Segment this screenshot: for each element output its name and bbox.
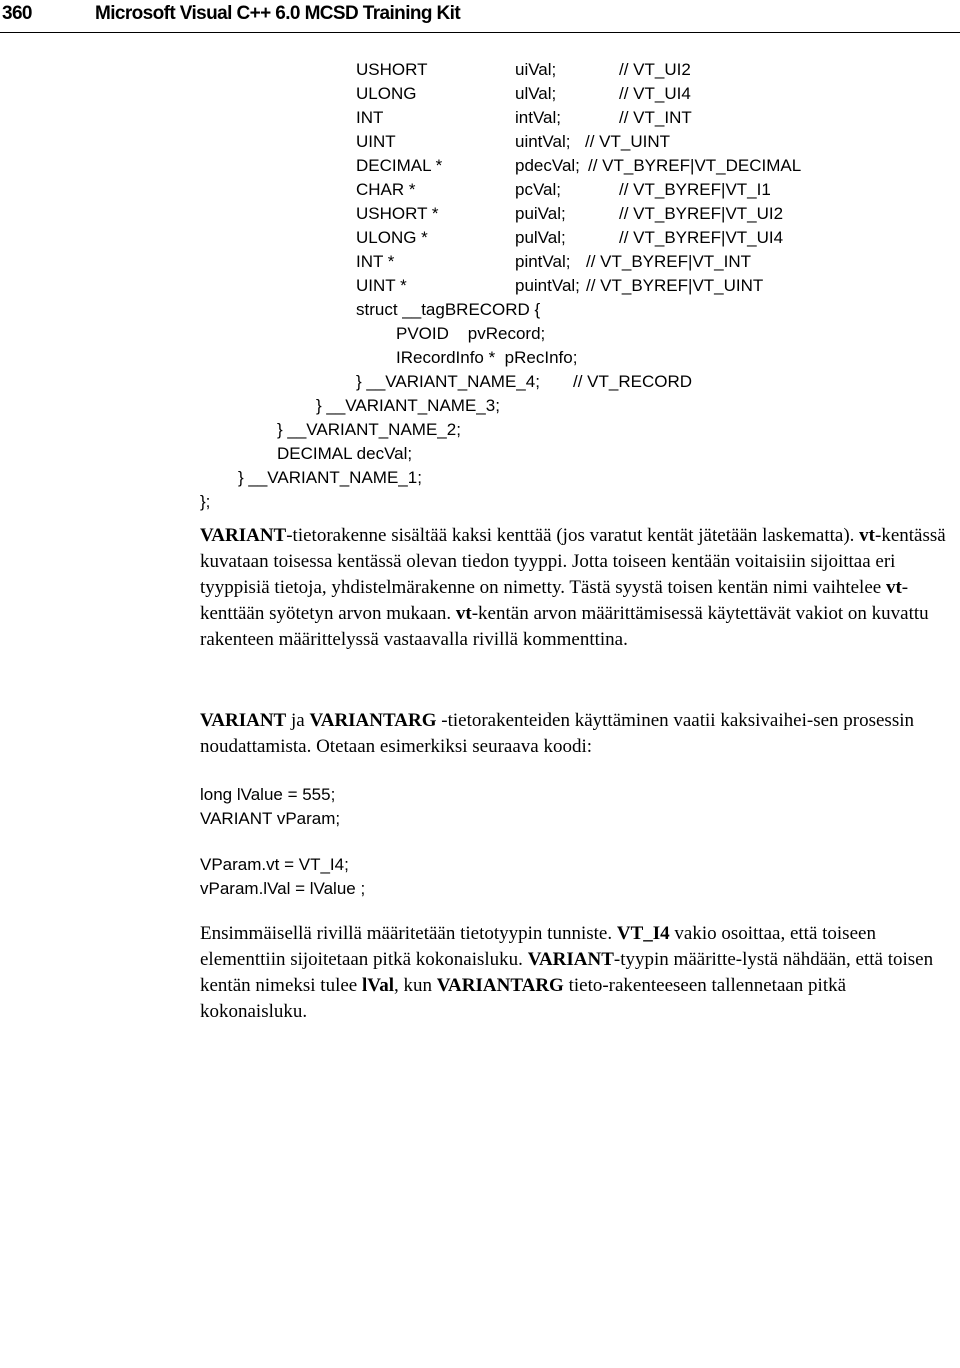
- text-run: -tietorakenteiden käyttäminen vaatii kaksivaihei-sen prosessin noudattamista. Otetaan esimerkiksi seuraava koodi:: [200, 710, 914, 757]
- code-type: USHORT *: [356, 204, 439, 223]
- code-comment: // VT_BYREF|VT_UI2: [619, 204, 784, 223]
- term-variant: VARIANT: [200, 710, 287, 731]
- code-comment: // VT_BYREF|VT_UI4: [619, 228, 784, 247]
- header-rule: [0, 32, 960, 33]
- code-comment: // VT_UINT: [585, 132, 671, 151]
- code-type: ULONG: [356, 84, 417, 103]
- code-variant-name-4: } __VARIANT_NAME_4; // VT_RECORD: [356, 372, 693, 391]
- code-member: uintVal;: [515, 132, 571, 151]
- code-variant-name-2: } __VARIANT_NAME_2;: [277, 420, 461, 439]
- code-member: intVal;: [515, 108, 561, 127]
- code-pvoid-line: PVOID pvRecord;: [396, 324, 546, 343]
- paragraph-variant-fields: [200, 523, 952, 653]
- text-run: ja: [286, 710, 310, 731]
- text-run: vakio osoittaa, että toiseen elementtiin sijoitetaan pitkä kokonaisluku.: [200, 923, 876, 970]
- code-struct-close: };: [200, 492, 211, 511]
- code-comment: // VT_BYREF|VT_UINT: [586, 276, 764, 295]
- page-header: [0, 0, 960, 30]
- code-variant-name-3: } __VARIANT_NAME_3;: [316, 396, 500, 415]
- page-number: 360: [2, 3, 32, 24]
- code-type: DECIMAL *: [356, 156, 443, 175]
- term-variant: VARIANT: [527, 949, 614, 970]
- code-comment: // VT_INT: [619, 108, 692, 127]
- code-member: pulVal;: [515, 228, 566, 247]
- term-variantarg: VARIANTARG: [309, 710, 437, 731]
- text-run: -tietorakenne sisältää kaksi kenttää (jos varatut kentät jätetään laskematta).: [286, 525, 860, 546]
- code-member: pdecVal;: [515, 156, 580, 175]
- text-run: -tyypin määritte-lystä nähdään, että toisen kentän nimeksi tulee: [200, 949, 934, 996]
- paragraph-two-phase: [200, 708, 952, 760]
- code-comment: // VT_BYREF|VT_DECIMAL: [588, 156, 802, 175]
- code-comment: // VT_BYREF|VT_INT: [586, 252, 752, 271]
- code-comment: // VT_UI4: [619, 84, 691, 103]
- code-type: UINT *: [356, 276, 407, 295]
- term-variantarg: VARIANTARG: [436, 975, 564, 996]
- example-code-line: long lValue = 555;: [200, 785, 336, 804]
- term-vt: vt: [455, 603, 472, 624]
- code-member: uiVal;: [515, 60, 557, 79]
- text-run: tieto-rakenteeseen tallennetaan pitkä kokonaisluku.: [200, 975, 847, 1022]
- code-member: puintVal;: [515, 276, 580, 295]
- code-member: ulVal;: [515, 84, 557, 103]
- code-decimal-line: DECIMAL decVal;: [277, 444, 413, 463]
- code-member: pcVal;: [515, 180, 561, 199]
- code-variant-name-1: } __VARIANT_NAME_1;: [238, 468, 422, 487]
- example-code-line: vParam.lVal = lValue ;: [200, 879, 366, 898]
- code-member: puiVal;: [515, 204, 566, 223]
- code-type: INT *: [356, 252, 395, 271]
- code-type: UINT: [356, 132, 396, 151]
- text-run: Ensimmäisellä rivillä määritetään tietotyypin tunniste.: [200, 923, 617, 944]
- code-type: CHAR *: [356, 180, 416, 199]
- term-lval: lVal: [361, 975, 395, 996]
- code-member: pintVal;: [515, 252, 571, 271]
- term-vt: vt: [885, 577, 902, 598]
- term-vt: vt: [859, 525, 875, 546]
- text-run: -kentässä kuvataan toisessa kentässä olevan tiedon tyyppi. Jotta toiseen kentään voitaisiin sijoittaa eri tyyppisiä tietoja, yhdistelmärakenne on nimetty. Tästä syystä toisen kentän nimi vaihtelee: [200, 525, 946, 598]
- code-comment: // VT_BYREF|VT_I1: [619, 180, 771, 199]
- code-struct-open: struct __tagBRECORD {: [356, 300, 541, 319]
- code-comment: // VT_UI2: [619, 60, 691, 79]
- term-variant: VARIANT: [200, 525, 287, 546]
- text-run: -kenttään syötetyn arvon mukaan.: [200, 577, 909, 624]
- code-type: ULONG *: [356, 228, 428, 247]
- code-type: INT: [356, 108, 384, 127]
- example-code-line: VParam.vt = VT_I4;: [200, 855, 349, 874]
- term-vt-i4: VT_I4: [616, 923, 670, 944]
- example-code-line: VARIANT vParam;: [200, 809, 341, 828]
- code-type: USHORT: [356, 60, 428, 79]
- text-run: , kun: [394, 975, 437, 996]
- text-run: -kentän arvon määrittämisessä käytettävät vakiot on kuvattu rakenteen määrittelyssä vastaavalla rivillä kommenttina.: [200, 603, 929, 650]
- code-recordinfo-line: IRecordInfo * pRecInfo;: [396, 348, 578, 367]
- book-title: Microsoft Visual C++ 6.0 MCSD Training Kit: [95, 3, 461, 24]
- paragraph-explanation: [200, 921, 952, 1025]
